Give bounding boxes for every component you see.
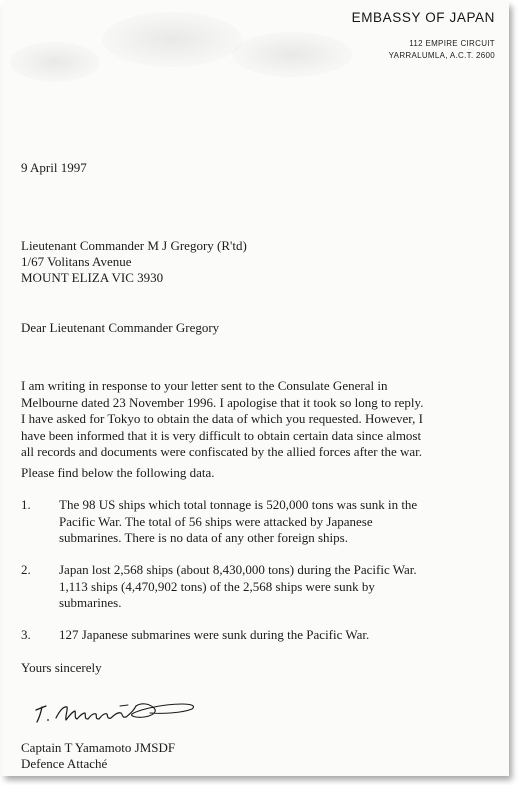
body-line: have been informed that it is very difficult to obtain certain data since almost bbox=[21, 427, 422, 443]
body-line: all records and documents were confiscated by the allied forces after the war. bbox=[21, 444, 423, 459]
recipient-address bbox=[21, 238, 247, 286]
list-intro: Please find below the following data. bbox=[21, 465, 215, 480]
scan-smudge bbox=[102, 12, 242, 67]
item-line: The 98 US ships which total tonnage is 520,000 tons was sunk in the bbox=[59, 497, 418, 512]
closing: Yours sincerely bbox=[21, 660, 102, 675]
list-item bbox=[59, 497, 417, 547]
list-item bbox=[59, 627, 369, 644]
list-item bbox=[59, 562, 417, 612]
scan-smudge bbox=[10, 42, 100, 82]
body-line: Melbourne dated 23 November 1996. I apologise that it took so long to reply. bbox=[21, 394, 424, 410]
item-line: 1,113 ships (4,470,902 tons) of the 2,568 ships were sunk by bbox=[59, 578, 375, 594]
embassy-title: EMBASSY OF JAPAN bbox=[351, 10, 495, 25]
embassy-address bbox=[352, 38, 495, 62]
recipient-line: MOUNT ELIZA VIC 3930 bbox=[21, 270, 164, 285]
signatory-title: Defence Attaché bbox=[21, 756, 108, 771]
letterhead bbox=[352, 10, 495, 62]
address-line: 112 EMPIRE CIRCUIT bbox=[409, 39, 495, 48]
body-paragraph bbox=[21, 378, 423, 461]
handwritten-signature bbox=[32, 692, 202, 728]
letter-page bbox=[2, 2, 509, 776]
item-number: 3. bbox=[21, 627, 31, 642]
recipient-line: Lieutenant Commander M J Gregory (R'td) bbox=[21, 238, 247, 253]
scan-smudge bbox=[232, 32, 352, 77]
letter-date: 9 April 1997 bbox=[21, 160, 87, 175]
item-number: 2. bbox=[21, 562, 31, 577]
recipient-line: 1/67 Volitans Avenue bbox=[21, 254, 132, 269]
item-number: 1. bbox=[21, 497, 31, 512]
item-line: submarines. There is no data of any other foreign ships. bbox=[59, 530, 348, 545]
salutation: Dear Lieutenant Commander Gregory bbox=[21, 320, 220, 335]
body-line: I have asked for Tokyo to obtain the data of which you requested. However, I bbox=[21, 411, 423, 426]
signatory-block bbox=[21, 740, 175, 772]
item-line: Japan lost 2,568 ships (about 8,430,000 tons) during the Pacific War. bbox=[59, 562, 417, 577]
item-line: submarines. bbox=[59, 595, 122, 610]
body-line: I am writing in response to your letter sent to the Consulate General in bbox=[21, 378, 388, 393]
address-line: YARRALUMLA, A.C.T. 2600 bbox=[388, 51, 495, 60]
signatory-name: Captain T Yamamoto JMSDF bbox=[21, 740, 176, 755]
item-line: Pacific War. The total of 56 ships were attacked by Japanese bbox=[59, 513, 373, 529]
item-line: 127 Japanese submarines were sunk during the Pacific War. bbox=[59, 627, 370, 642]
